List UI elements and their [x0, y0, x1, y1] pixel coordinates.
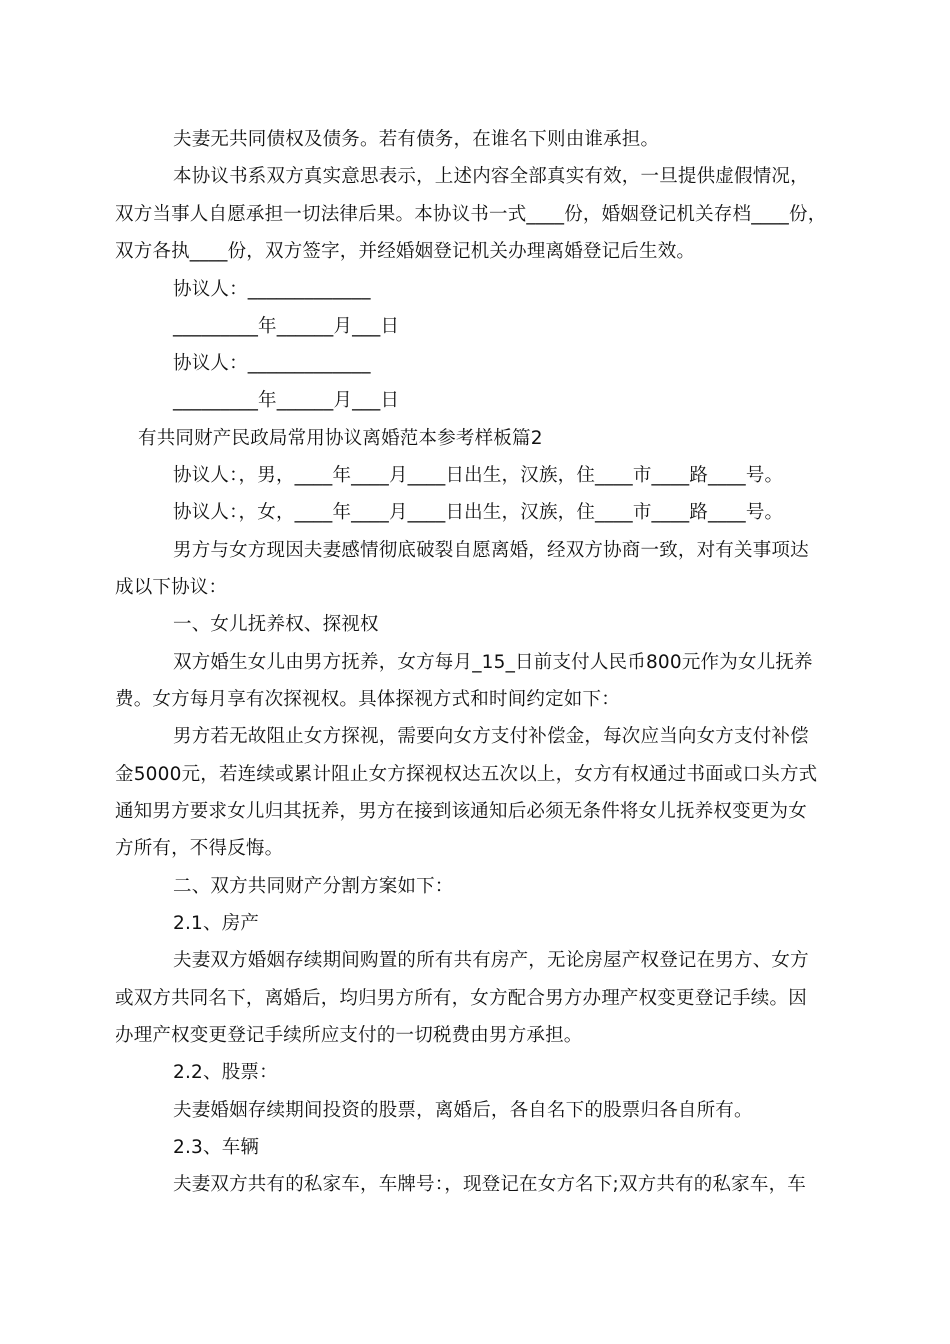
signatory-line: 协议人：_____________ — [173, 353, 371, 374]
clause-heading: 二、双方共同财产分割方案如下： — [173, 876, 454, 897]
signatory-line: 协议人：_____________ — [173, 279, 371, 300]
paragraph-line: 金5000元，若连续或累计阻止女方探视权达五次以上，女方有权通过书面或口头方式 — [115, 764, 818, 785]
paragraph-line: 双方各执____份，双方签字，并经婚姻登记机关办理离婚登记后生效。 — [115, 241, 696, 262]
paragraph-line: 办理产权变更登记手续所应支付的一切税费由男方承担。 — [115, 1025, 583, 1046]
party-line: 协议人：，女，____年____月____日出生，汉族，住____市____路____号。 — [173, 502, 784, 523]
date-line: _________年______月___日 — [173, 316, 400, 337]
paragraph-line: 男方与女方现因夫妻感情彻底破裂自愿离婚，经双方协商一致，对有关事项达 — [173, 540, 809, 561]
section-title: 有共同财产民政局常用协议离婚范本参考样板篇2 — [138, 428, 543, 449]
paragraph-line: 夫妻双方共有的私家车，车牌号：，现登记在女方名下;双方共有的私家车，车 — [173, 1174, 806, 1195]
subclause-heading: 2.1、房产 — [173, 913, 260, 934]
paragraph-line: 夫妻婚姻存续期间投资的股票，离婚后，各自名下的股票归各自所有。 — [173, 1100, 753, 1121]
paragraph-line: 方所有，不得反悔。 — [115, 838, 284, 859]
paragraph-line: 双方当事人自愿承担一切法律后果。本协议书一式____份，婚姻登记机关存档____份， — [115, 204, 827, 225]
paragraph-line: 本协议书系双方真实意思表示，上述内容全部真实有效，一旦提供虚假情况， — [173, 166, 809, 187]
paragraph-line: 费。女方每月享有次探视权。具体探视方式和时间约定如下： — [115, 689, 620, 710]
subclause-heading: 2.3、车辆 — [173, 1137, 260, 1158]
clause-heading: 一、女儿抚养权、探视权 — [173, 614, 379, 635]
paragraph-line: 或双方共同名下，离婚后，均归男方所有，女方配合男方办理产权变更登记手续。因 — [115, 988, 807, 1009]
date-line: _________年______月___日 — [173, 390, 400, 411]
paragraph-line: 双方婚生女儿由男方抚养，女方每月_15_日前支付人民币800元作为女儿抚养 — [173, 652, 813, 673]
paragraph-line: 夫妻无共同债权及债务。若有债务，在谁名下则由谁承担。 — [173, 129, 660, 150]
paragraph-line: 男方若无故阻止女方探视，需要向女方支付补偿金，每次应当向女方支付补偿 — [173, 726, 809, 747]
paragraph-line: 夫妻双方婚姻存续期间购置的所有共有房产，无论房屋产权登记在男方、女方 — [173, 950, 809, 971]
paragraph-line: 通知男方要求女儿归其抚养，男方在接到该通知后必须无条件将女儿抚养权变更为女 — [115, 801, 807, 822]
paragraph-line: 成以下协议： — [115, 577, 228, 598]
subclause-heading: 2.2、股票： — [173, 1062, 278, 1083]
party-line: 协议人：，男，____年____月____日出生，汉族，住____市____路____号。 — [173, 465, 784, 486]
